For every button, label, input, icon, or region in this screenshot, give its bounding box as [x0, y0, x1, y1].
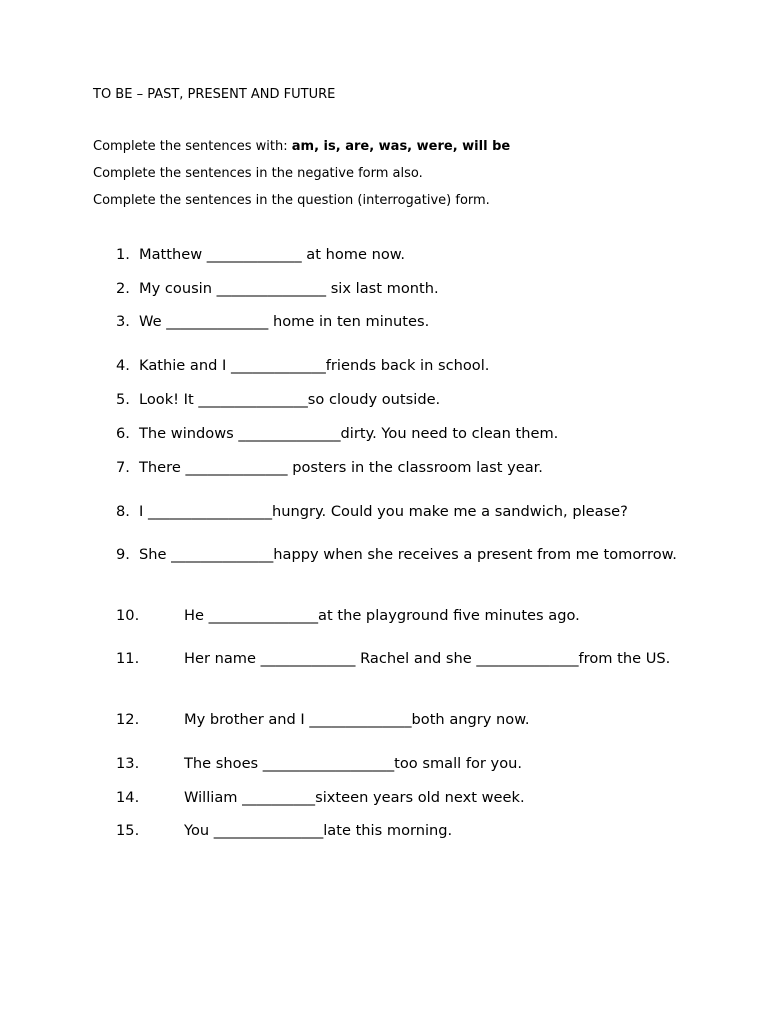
- exercise-item-5: [116, 391, 716, 408]
- item-number: 3.: [116, 313, 130, 330]
- exercise-item-10: [116, 607, 716, 624]
- item-number: 10.: [116, 607, 140, 624]
- item-sentence: I _________________hungry. Could you make me a sandwich, please?: [139, 503, 628, 520]
- exercise-item-3: [116, 313, 716, 330]
- item-sentence: The windows ______________dirty. You need to clean them.: [139, 425, 559, 442]
- word-bank: am, is, are, was, were, will be: [291, 139, 511, 154]
- page-title: TO BE – PAST, PRESENT AND FUTURE: [93, 87, 336, 102]
- exercise-item-9: [116, 546, 716, 563]
- item-number: 4.: [116, 357, 130, 374]
- item-number: 11.: [116, 650, 140, 667]
- item-number: 13.: [116, 755, 140, 772]
- instruction-line-3: Complete the sentences in the question (interrogative) form.: [93, 193, 490, 208]
- exercise-item-8: [116, 503, 716, 520]
- item-number: 8.: [116, 503, 130, 520]
- item-sentence: The shoes __________________too small for you.: [184, 755, 523, 772]
- exercise-item-12: [116, 711, 716, 728]
- exercise-item-14: [116, 789, 716, 806]
- item-number: 1.: [116, 246, 130, 263]
- item-sentence: My brother and I ______________both angry now.: [184, 711, 530, 728]
- item-sentence: Matthew _____________ at home now.: [139, 246, 406, 263]
- item-sentence: Look! It _______________so cloudy outside.: [139, 391, 441, 408]
- item-sentence: There ______________ posters in the classroom last year.: [139, 459, 543, 476]
- instruction-line-1: [93, 139, 510, 154]
- exercise-item-6: [116, 425, 716, 442]
- item-number: 12.: [116, 711, 140, 728]
- exercise-item-1: [116, 246, 716, 263]
- item-number: 2.: [116, 280, 130, 297]
- instruction-1-prefix: Complete the sentences with:: [93, 139, 292, 154]
- exercise-item-7: [116, 459, 716, 476]
- exercise-item-13: [116, 755, 716, 772]
- item-number: 9.: [116, 546, 130, 563]
- instruction-line-2: Complete the sentences in the negative form also.: [93, 166, 423, 181]
- item-sentence: Her name _____________ Rachel and she ______________from the US.: [184, 650, 671, 667]
- item-number: 15.: [116, 822, 140, 839]
- item-sentence: You _______________late this morning.: [184, 822, 453, 839]
- item-sentence: We ______________ home in ten minutes.: [139, 313, 430, 330]
- item-sentence: My cousin _______________ six last month.: [139, 280, 439, 297]
- exercise-item-11: [116, 650, 716, 667]
- item-number: 5.: [116, 391, 130, 408]
- item-number: 7.: [116, 459, 130, 476]
- item-number: 6.: [116, 425, 130, 442]
- item-sentence: She ______________happy when she receives a present from me tomorrow.: [139, 546, 677, 563]
- item-sentence: Kathie and I _____________friends back in school.: [139, 357, 490, 374]
- item-number: 14.: [116, 789, 140, 806]
- exercise-item-4: [116, 357, 716, 374]
- exercise-item-2: [116, 280, 716, 297]
- exercise-item-15: [116, 822, 716, 839]
- item-sentence: He _______________at the playground five minutes ago.: [184, 607, 580, 624]
- item-sentence: William __________sixteen years old next week.: [184, 789, 525, 806]
